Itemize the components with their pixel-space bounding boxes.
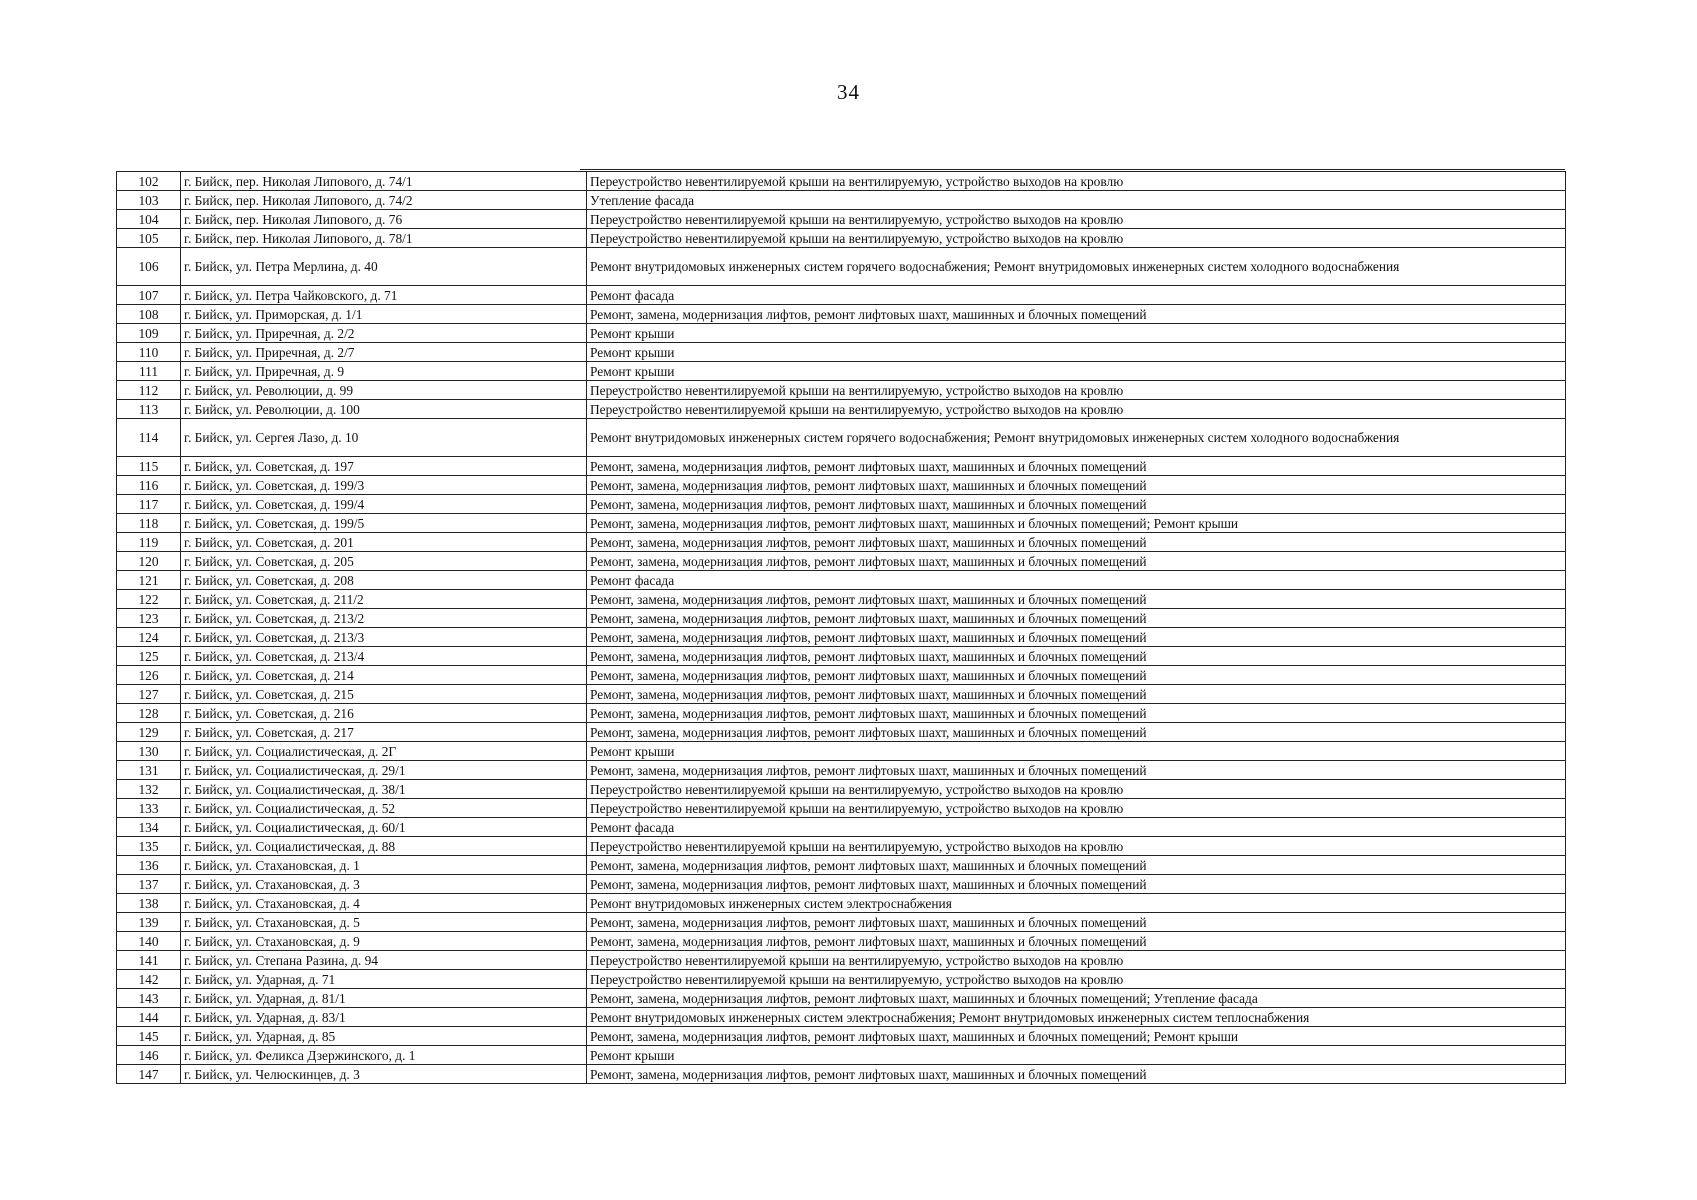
row-number-cell: 117 — [117, 495, 181, 514]
address-cell: г. Бийск, ул. Ударная, д. 85 — [181, 1027, 587, 1046]
work-type-cell: Ремонт, замена, модернизация лифтов, ремонт лифтовых шахт, машинных и блочных помещений — [587, 913, 1566, 932]
work-type-cell: Переустройство невентилируемой крыши на вентилируемую, устройство выходов на кровлю — [587, 799, 1566, 818]
table-row — [117, 742, 1566, 761]
address-cell: г. Бийск, ул. Стахановская, д. 1 — [181, 856, 587, 875]
address-cell: г. Бийск, ул. Сергея Лазо, д. 10 — [181, 419, 587, 457]
table-row — [117, 856, 1566, 875]
table-row — [117, 989, 1566, 1008]
row-number-cell: 128 — [117, 704, 181, 723]
row-number-cell: 109 — [117, 324, 181, 343]
table-row — [117, 571, 1566, 590]
address-cell: г. Бийск, ул. Советская, д. 214 — [181, 666, 587, 685]
table-row — [117, 191, 1566, 210]
address-cell: г. Бийск, ул. Советская, д. 216 — [181, 704, 587, 723]
address-cell: г. Бийск, ул. Стахановская, д. 5 — [181, 913, 587, 932]
address-cell: г. Бийск, ул. Социалистическая, д. 60/1 — [181, 818, 587, 837]
address-cell: г. Бийск, ул. Ударная, д. 83/1 — [181, 1008, 587, 1027]
row-number-cell: 129 — [117, 723, 181, 742]
work-type-cell: Ремонт, замена, модернизация лифтов, ремонт лифтовых шахт, машинных и блочных помещений; Утепление фасада — [587, 989, 1566, 1008]
row-number-cell: 136 — [117, 856, 181, 875]
work-type-cell: Переустройство невентилируемой крыши на вентилируемую, устройство выходов на кровлю — [587, 381, 1566, 400]
row-number-cell: 135 — [117, 837, 181, 856]
table-row — [117, 286, 1566, 305]
work-type-cell: Ремонт крыши — [587, 742, 1566, 761]
row-number-cell: 114 — [117, 419, 181, 457]
row-number-cell: 138 — [117, 894, 181, 913]
address-cell: г. Бийск, ул. Советская, д. 211/2 — [181, 590, 587, 609]
work-type-cell: Ремонт внутридомовых инженерных систем электроснабжения — [587, 894, 1566, 913]
page-number: 34 — [837, 80, 860, 104]
address-cell: г. Бийск, ул. Советская, д. 213/4 — [181, 647, 587, 666]
table-row — [117, 495, 1566, 514]
table-row — [117, 590, 1566, 609]
address-cell: г. Бийск, ул. Советская, д. 217 — [181, 723, 587, 742]
work-type-cell: Ремонт, замена, модернизация лифтов, ремонт лифтовых шахт, машинных и блочных помещений — [587, 704, 1566, 723]
table-row — [117, 248, 1566, 286]
row-number-cell: 122 — [117, 590, 181, 609]
row-number-cell: 124 — [117, 628, 181, 647]
address-cell: г. Бийск, ул. Социалистическая, д. 52 — [181, 799, 587, 818]
table-top-border — [580, 169, 1565, 170]
row-number-cell: 121 — [117, 571, 181, 590]
work-type-cell: Ремонт, замена, модернизация лифтов, ремонт лифтовых шахт, машинных и блочных помещений — [587, 875, 1566, 894]
work-type-cell: Ремонт, замена, модернизация лифтов, ремонт лифтовых шахт, машинных и блочных помещений — [587, 495, 1566, 514]
address-cell: г. Бийск, ул. Советская, д. 205 — [181, 552, 587, 571]
address-cell: г. Бийск, ул. Приречная, д. 2/2 — [181, 324, 587, 343]
table-row — [117, 476, 1566, 495]
table-row — [117, 837, 1566, 856]
address-cell: г. Бийск, ул. Приморская, д. 1/1 — [181, 305, 587, 324]
table-row — [117, 1065, 1566, 1084]
row-number-cell: 104 — [117, 210, 181, 229]
work-type-cell: Ремонт, замена, модернизация лифтов, ремонт лифтовых шахт, машинных и блочных помещений — [587, 932, 1566, 951]
row-number-cell: 111 — [117, 362, 181, 381]
row-number-cell: 145 — [117, 1027, 181, 1046]
work-type-cell: Ремонт, замена, модернизация лифтов, ремонт лифтовых шахт, машинных и блочных помещений — [587, 457, 1566, 476]
work-type-cell: Ремонт внутридомовых инженерных систем электроснабжения; Ремонт внутридомовых инженерных систем теплоснабжения — [587, 1008, 1566, 1027]
address-cell: г. Бийск, ул. Петра Мерлина, д. 40 — [181, 248, 587, 286]
table-row — [117, 172, 1566, 191]
row-number-cell: 130 — [117, 742, 181, 761]
table-row — [117, 210, 1566, 229]
row-number-cell: 119 — [117, 533, 181, 552]
work-type-cell: Ремонт, замена, модернизация лифтов, ремонт лифтовых шахт, машинных и блочных помещений — [587, 723, 1566, 742]
table-row — [117, 229, 1566, 248]
work-type-cell: Ремонт, замена, модернизация лифтов, ремонт лифтовых шахт, машинных и блочных помещений; Ремонт крыши — [587, 1027, 1566, 1046]
table-row — [117, 1008, 1566, 1027]
table-row — [117, 362, 1566, 381]
address-cell: г. Бийск, ул. Стахановская, д. 9 — [181, 932, 587, 951]
row-number-cell: 103 — [117, 191, 181, 210]
work-type-cell: Переустройство невентилируемой крыши на вентилируемую, устройство выходов на кровлю — [587, 780, 1566, 799]
work-type-cell: Ремонт, замена, модернизация лифтов, ремонт лифтовых шахт, машинных и блочных помещений — [587, 533, 1566, 552]
address-cell: г. Бийск, ул. Социалистическая, д. 88 — [181, 837, 587, 856]
table-row — [117, 647, 1566, 666]
address-cell: г. Бийск, ул. Челюскинцев, д. 3 — [181, 1065, 587, 1084]
table-row — [117, 419, 1566, 457]
row-number-cell: 142 — [117, 970, 181, 989]
address-cell: г. Бийск, ул. Советская, д. 199/3 — [181, 476, 587, 495]
row-number-cell: 127 — [117, 685, 181, 704]
row-number-cell: 147 — [117, 1065, 181, 1084]
row-number-cell: 143 — [117, 989, 181, 1008]
work-type-cell: Ремонт фасада — [587, 286, 1566, 305]
table-row — [117, 685, 1566, 704]
table-row — [117, 533, 1566, 552]
row-number-cell: 110 — [117, 343, 181, 362]
table-row — [117, 324, 1566, 343]
work-type-cell: Переустройство невентилируемой крыши на вентилируемую, устройство выходов на кровлю — [587, 210, 1566, 229]
address-cell: г. Бийск, ул. Советская, д. 213/2 — [181, 609, 587, 628]
work-type-cell: Ремонт, замена, модернизация лифтов, ремонт лифтовых шахт, машинных и блочных помещений — [587, 685, 1566, 704]
work-type-cell: Ремонт, замена, модернизация лифтов, ремонт лифтовых шахт, машинных и блочных помещений — [587, 305, 1566, 324]
table-row — [117, 780, 1566, 799]
table-row — [117, 381, 1566, 400]
work-type-cell: Ремонт, замена, модернизация лифтов, ремонт лифтовых шахт, машинных и блочных помещений — [587, 476, 1566, 495]
row-number-cell: 120 — [117, 552, 181, 571]
address-cell: г. Бийск, ул. Революции, д. 100 — [181, 400, 587, 419]
table-row — [117, 932, 1566, 951]
row-number-cell: 139 — [117, 913, 181, 932]
address-cell: г. Бийск, пер. Николая Липового, д. 74/1 — [181, 172, 587, 191]
table-row — [117, 761, 1566, 780]
address-cell: г. Бийск, ул. Советская, д. 208 — [181, 571, 587, 590]
row-number-cell: 118 — [117, 514, 181, 533]
address-cell: г. Бийск, ул. Феликса Дзержинского, д. 1 — [181, 1046, 587, 1065]
row-number-cell: 134 — [117, 818, 181, 837]
work-type-cell: Ремонт, замена, модернизация лифтов, ремонт лифтовых шахт, машинных и блочных помещений — [587, 647, 1566, 666]
address-cell: г. Бийск, ул. Ударная, д. 81/1 — [181, 989, 587, 1008]
table-row — [117, 818, 1566, 837]
work-type-cell: Ремонт, замена, модернизация лифтов, ремонт лифтовых шахт, машинных и блочных помещений — [587, 609, 1566, 628]
address-cell: г. Бийск, ул. Приречная, д. 9 — [181, 362, 587, 381]
row-number-cell: 144 — [117, 1008, 181, 1027]
address-cell: г. Бийск, ул. Советская, д. 215 — [181, 685, 587, 704]
address-cell: г. Бийск, пер. Николая Липового, д. 74/2 — [181, 191, 587, 210]
address-cell: г. Бийск, ул. Ударная, д. 71 — [181, 970, 587, 989]
row-number-cell: 105 — [117, 229, 181, 248]
table-row — [117, 894, 1566, 913]
address-cell: г. Бийск, пер. Николая Липового, д. 76 — [181, 210, 587, 229]
row-number-cell: 146 — [117, 1046, 181, 1065]
row-number-cell: 108 — [117, 305, 181, 324]
work-type-cell: Ремонт, замена, модернизация лифтов, ремонт лифтовых шахт, машинных и блочных помещений — [587, 856, 1566, 875]
work-type-cell: Ремонт внутридомовых инженерных систем горячего водоснабжения; Ремонт внутридомовых инженерных систем холодного водоснабжения — [587, 419, 1566, 457]
row-number-cell: 141 — [117, 951, 181, 970]
address-cell: г. Бийск, ул. Степана Разина, д. 94 — [181, 951, 587, 970]
works-table-body — [117, 172, 1566, 1084]
work-type-cell: Переустройство невентилируемой крыши на вентилируемую, устройство выходов на кровлю — [587, 970, 1566, 989]
row-number-cell: 115 — [117, 457, 181, 476]
work-type-cell: Ремонт, замена, модернизация лифтов, ремонт лифтовых шахт, машинных и блочных помещений — [587, 1065, 1566, 1084]
work-type-cell: Ремонт, замена, модернизация лифтов, ремонт лифтовых шахт, машинных и блочных помещений — [587, 590, 1566, 609]
row-number-cell: 125 — [117, 647, 181, 666]
table-row — [117, 628, 1566, 647]
work-type-cell: Ремонт крыши — [587, 324, 1566, 343]
row-number-cell: 112 — [117, 381, 181, 400]
work-type-cell: Ремонт, замена, модернизация лифтов, ремонт лифтовых шахт, машинных и блочных помещений — [587, 761, 1566, 780]
table-row — [117, 913, 1566, 932]
address-cell: г. Бийск, ул. Петра Чайковского, д. 71 — [181, 286, 587, 305]
address-cell: г. Бийск, пер. Николая Липового, д. 78/1 — [181, 229, 587, 248]
work-type-cell: Ремонт, замена, модернизация лифтов, ремонт лифтовых шахт, машинных и блочных помещений; Ремонт крыши — [587, 514, 1566, 533]
work-type-cell: Ремонт фасада — [587, 818, 1566, 837]
address-cell: г. Бийск, ул. Социалистическая, д. 38/1 — [181, 780, 587, 799]
address-cell: г. Бийск, ул. Социалистическая, д. 29/1 — [181, 761, 587, 780]
address-cell: г. Бийск, ул. Советская, д. 197 — [181, 457, 587, 476]
table-row — [117, 552, 1566, 571]
table-row — [117, 609, 1566, 628]
address-cell: г. Бийск, ул. Социалистическая, д. 2Г — [181, 742, 587, 761]
table-row — [117, 400, 1566, 419]
table-row — [117, 951, 1566, 970]
row-number-cell: 126 — [117, 666, 181, 685]
table-row — [117, 723, 1566, 742]
address-cell: г. Бийск, ул. Революции, д. 99 — [181, 381, 587, 400]
row-number-cell: 140 — [117, 932, 181, 951]
table-row — [117, 875, 1566, 894]
row-number-cell: 116 — [117, 476, 181, 495]
table-row — [117, 799, 1566, 818]
row-number-cell: 106 — [117, 248, 181, 286]
address-cell: г. Бийск, ул. Советская, д. 199/5 — [181, 514, 587, 533]
work-type-cell: Переустройство невентилируемой крыши на вентилируемую, устройство выходов на кровлю — [587, 951, 1566, 970]
work-type-cell: Переустройство невентилируемой крыши на вентилируемую, устройство выходов на кровлю — [587, 229, 1566, 248]
address-cell: г. Бийск, ул. Советская, д. 199/4 — [181, 495, 587, 514]
table-row — [117, 1046, 1566, 1065]
table-row — [117, 970, 1566, 989]
work-type-cell: Переустройство невентилируемой крыши на вентилируемую, устройство выходов на кровлю — [587, 400, 1566, 419]
table-row — [117, 666, 1566, 685]
work-type-cell: Ремонт крыши — [587, 343, 1566, 362]
works-table — [116, 171, 1566, 1084]
work-type-cell: Ремонт, замена, модернизация лифтов, ремонт лифтовых шахт, машинных и блочных помещений — [587, 552, 1566, 571]
table-row — [117, 704, 1566, 723]
work-type-cell: Ремонт крыши — [587, 362, 1566, 381]
row-number-cell: 133 — [117, 799, 181, 818]
row-number-cell: 113 — [117, 400, 181, 419]
work-type-cell: Ремонт, замена, модернизация лифтов, ремонт лифтовых шахт, машинных и блочных помещений — [587, 666, 1566, 685]
row-number-cell: 107 — [117, 286, 181, 305]
row-number-cell: 123 — [117, 609, 181, 628]
work-type-cell: Ремонт, замена, модернизация лифтов, ремонт лифтовых шахт, машинных и блочных помещений — [587, 628, 1566, 647]
row-number-cell: 137 — [117, 875, 181, 894]
table-row — [117, 514, 1566, 533]
row-number-cell: 102 — [117, 172, 181, 191]
address-cell: г. Бийск, ул. Советская, д. 201 — [181, 533, 587, 552]
table-row — [117, 457, 1566, 476]
work-type-cell: Ремонт внутридомовых инженерных систем горячего водоснабжения; Ремонт внутридомовых инженерных систем холодного водоснабжения — [587, 248, 1566, 286]
address-cell: г. Бийск, ул. Стахановская, д. 3 — [181, 875, 587, 894]
table-row — [117, 1027, 1566, 1046]
address-cell: г. Бийск, ул. Стахановская, д. 4 — [181, 894, 587, 913]
table-row — [117, 343, 1566, 362]
address-cell: г. Бийск, ул. Советская, д. 213/3 — [181, 628, 587, 647]
work-type-cell: Ремонт фасада — [587, 571, 1566, 590]
row-number-cell: 131 — [117, 761, 181, 780]
table-row — [117, 305, 1566, 324]
address-cell: г. Бийск, ул. Приречная, д. 2/7 — [181, 343, 587, 362]
work-type-cell: Ремонт крыши — [587, 1046, 1566, 1065]
work-type-cell: Переустройство невентилируемой крыши на вентилируемую, устройство выходов на кровлю — [587, 837, 1566, 856]
work-type-cell: Утепление фасада — [587, 191, 1566, 210]
row-number-cell: 132 — [117, 780, 181, 799]
work-type-cell: Переустройство невентилируемой крыши на вентилируемую, устройство выходов на кровлю — [587, 172, 1566, 191]
